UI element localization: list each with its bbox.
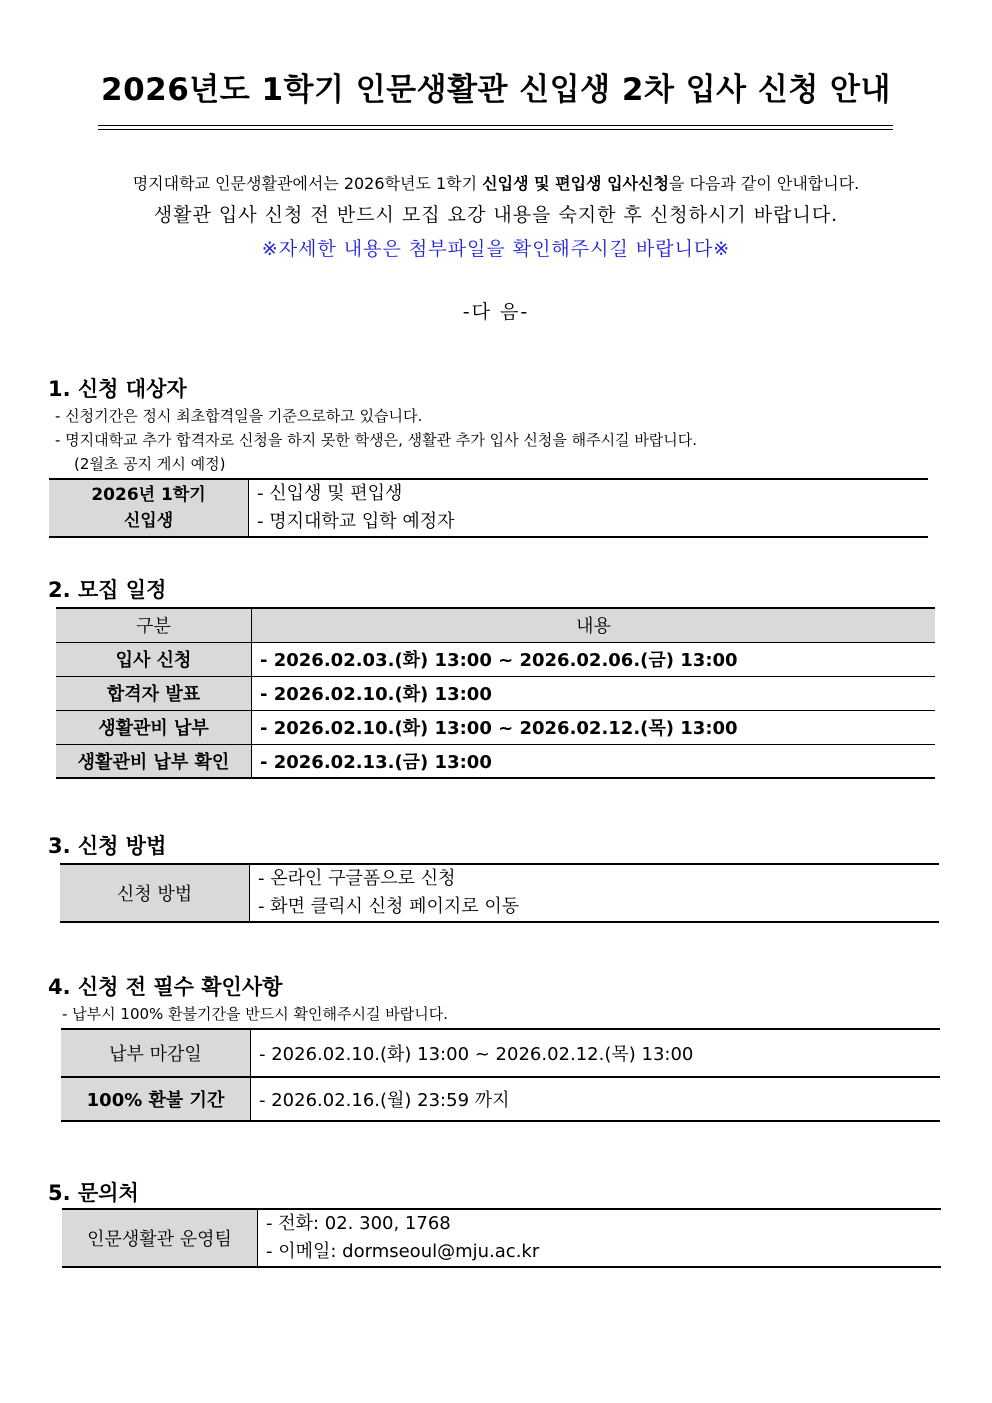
section-1-note-1: - 신청기간은 정시 최초합격일을 기준으로하고 있습니다. xyxy=(55,407,423,425)
intro-notice-line: ※자세한 내용은 첨부파일을 확인해주시길 바랍니다※ xyxy=(261,238,731,260)
refund-row-2-value: - 2026.02.16.(월) 23:59 까지 xyxy=(259,1090,510,1111)
table-row xyxy=(56,642,935,676)
table-row xyxy=(49,479,928,537)
contact-label-cell: 인문생활관 운영팀 xyxy=(62,1209,258,1267)
schedule-col-content: 내용 xyxy=(252,608,936,642)
table-row xyxy=(60,864,939,922)
schedule-row-4-value: - 2026.02.13.(금) 13:00 xyxy=(260,751,492,773)
refund-table xyxy=(61,1028,940,1122)
table-row xyxy=(61,1077,940,1121)
target-value-1: - 신입생 및 편입생 xyxy=(257,483,403,504)
section-4-note: - 납부시 100% 환불기간을 반드시 확인해주시길 바랍니다. xyxy=(62,1005,448,1023)
section-3-heading: 3. 신청 방법 xyxy=(48,834,167,858)
contact-value-cell xyxy=(258,1209,942,1267)
schedule-row-1-value: - 2026.02.03.(화) 13:00 ~ 2026.02.06.(금) 13:00 xyxy=(252,642,936,676)
next-marker: -다 음- xyxy=(462,301,530,323)
method-table xyxy=(60,863,939,923)
method-value-2: - 화면 클릭시 신청 페이지로 이동 xyxy=(258,896,520,917)
table-header-row xyxy=(56,608,935,642)
schedule-row-1-label: 입사 신청 xyxy=(56,642,252,676)
method-label-cell: 신청 방법 xyxy=(60,864,250,922)
table-row xyxy=(62,1209,941,1267)
schedule-row-2-value: - 2026.02.10.(화) 13:00 xyxy=(252,676,936,710)
contact-table xyxy=(62,1208,941,1268)
table-row xyxy=(56,676,935,710)
table-row xyxy=(56,710,935,744)
schedule-row-3-value: - 2026.02.10.(화) 13:00 ~ 2026.02.12.(목) 13:00 xyxy=(252,710,936,744)
refund-row-1-value: - 2026.02.10.(화) 13:00 ~ 2026.02.12.(목) 13:00 xyxy=(251,1029,941,1077)
target-table xyxy=(49,478,928,538)
title-double-rule xyxy=(98,125,893,130)
schedule-row-4-label: 생활관비 납부 확인 xyxy=(56,744,252,778)
section-4-heading: 4. 신청 전 필수 확인사항 xyxy=(48,975,283,999)
refund-row-2-label: 100% 환불 기간 xyxy=(61,1077,251,1121)
refund-row-1-label: 납부 마감일 xyxy=(61,1029,251,1077)
section-1-note-2: - 명지대학교 추가 합격자로 신청을 하지 못한 학생은, 생활관 추가 입사 신청을 해주시길 바랍니다. xyxy=(55,431,698,449)
section-5-heading: 5. 문의처 xyxy=(48,1181,139,1205)
target-value-2: - 명지대학교 입학 예정자 xyxy=(257,511,455,532)
method-value-cell xyxy=(250,864,940,922)
table-row xyxy=(61,1029,940,1077)
section-2-heading: 2. 모집 일정 xyxy=(48,578,167,602)
target-label-cell xyxy=(49,479,249,537)
schedule-table xyxy=(56,607,935,779)
method-value-1: - 온라인 구글폼으로 신청 xyxy=(258,868,456,889)
table-row xyxy=(56,744,935,778)
intro-line-2: 생활관 입사 신청 전 반드시 모집 요강 내용을 숙지한 후 신청하시기 바랍니다. xyxy=(153,204,839,226)
intro-line-1 xyxy=(0,171,992,194)
page-title: 2026년도 1학기 인문생활관 신입생 2차 입사 신청 안내 xyxy=(101,72,891,108)
target-label-line-1: 2026년 1학기 xyxy=(91,485,206,505)
schedule-row-3-label: 생활관비 납부 xyxy=(56,710,252,744)
contact-phone: - 전화: 02. 300, 1768 xyxy=(266,1213,451,1234)
section-1-heading: 1. 신청 대상자 xyxy=(48,377,187,401)
schedule-col-category: 구분 xyxy=(56,608,252,642)
intro-line-1-bold: 신입생 및 편입생 입사신청 xyxy=(482,174,669,193)
section-1-note-3: (2월초 공지 게시 예정) xyxy=(74,455,226,473)
schedule-row-2-label: 합격자 발표 xyxy=(56,676,252,710)
intro-line-1-pre: 명지대학교 인문생활관에서는 2026학년도 1학기 xyxy=(132,174,483,193)
contact-email[interactable]: - 이메일: dormseoul@mju.ac.kr xyxy=(266,1241,540,1262)
intro-line-1-post: 을 다음과 같이 안내합니다. xyxy=(668,174,860,193)
target-label-line-2: 신입생 xyxy=(123,511,174,531)
target-value-cell xyxy=(249,479,929,537)
